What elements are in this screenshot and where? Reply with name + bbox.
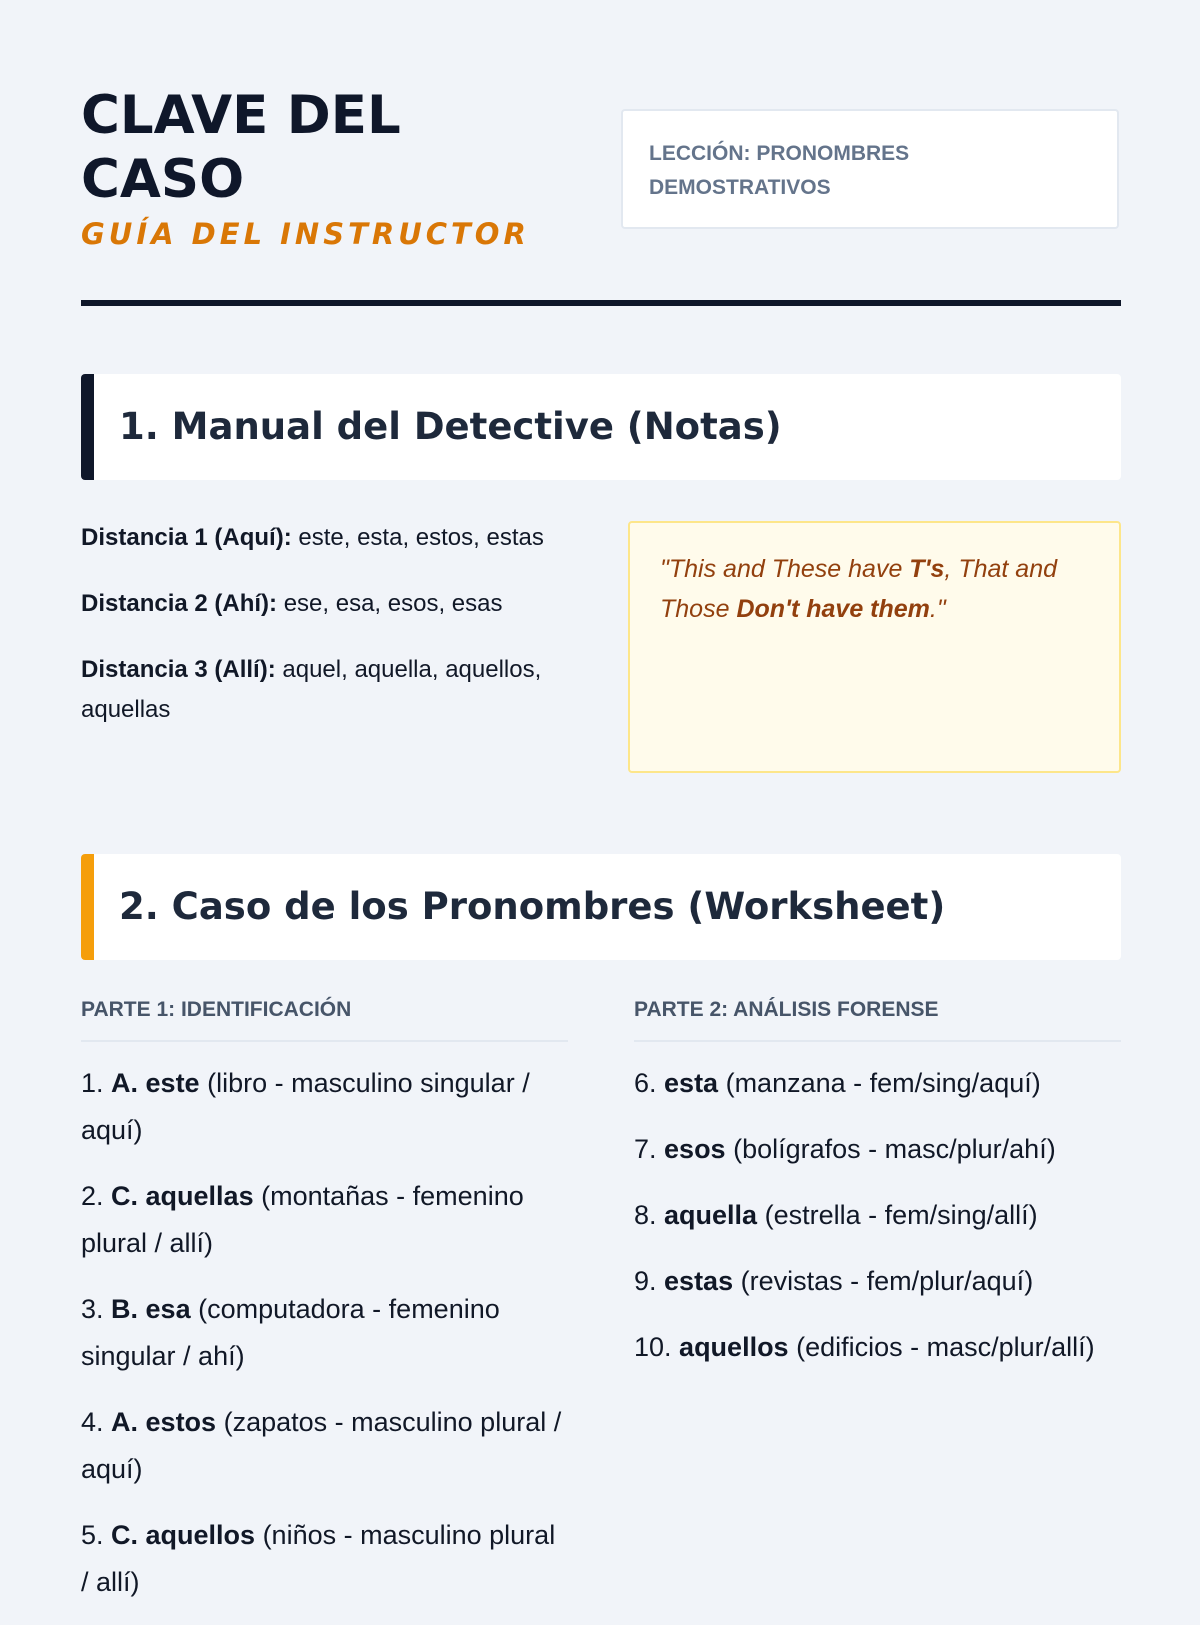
note-label: Distancia 2 (Ahí): xyxy=(81,590,278,617)
answer-number: 3. xyxy=(81,1294,112,1324)
answer-key: C. aquellos xyxy=(111,1520,256,1550)
page-header xyxy=(81,84,1121,304)
section-worksheet-header xyxy=(81,854,1121,960)
part-2-title: PARTE 2: ANÁLISIS FORENSE xyxy=(634,998,1121,1042)
answer-key: aquellos xyxy=(679,1332,789,1362)
part-1-answers xyxy=(81,1060,568,1606)
page-subtitle: GUÍA DEL INSTRUCTOR xyxy=(81,217,530,251)
note-distance-2 xyxy=(81,584,581,624)
note-distance-1 xyxy=(81,518,581,558)
answer-number: 9. xyxy=(634,1266,665,1296)
answer-key: esta xyxy=(664,1068,719,1098)
mnemonic-callout xyxy=(628,521,1121,773)
answer-key: A. este xyxy=(111,1068,200,1098)
answer-item xyxy=(81,1286,568,1380)
part-1-column xyxy=(81,998,568,1625)
answer-number: 4. xyxy=(81,1407,112,1437)
mnemonic-part: , That and Those xyxy=(660,555,1057,623)
answer-key: esos xyxy=(664,1134,726,1164)
mnemonic-emphasis: T's xyxy=(909,555,945,583)
answer-detail: (edificios - masc/plur/allí) xyxy=(788,1332,1095,1362)
answer-key: aquella xyxy=(664,1200,758,1230)
answer-number: 1. xyxy=(81,1068,112,1098)
mnemonic-text xyxy=(660,549,1080,629)
answer-detail: (estrella - fem/sing/allí) xyxy=(757,1200,1038,1230)
answer-detail: (montañas - femenino plural / allí) xyxy=(81,1181,524,1258)
answer-item xyxy=(634,1324,1121,1371)
answer-item xyxy=(81,1399,568,1493)
lesson-badge xyxy=(621,109,1119,229)
answer-detail: (revistas - fem/plur/aquí) xyxy=(733,1266,1034,1296)
answer-item xyxy=(81,1512,568,1606)
answer-item xyxy=(634,1258,1121,1305)
part-2-answers xyxy=(634,1060,1121,1371)
section-accent-bar xyxy=(81,854,94,960)
answer-key: B. esa xyxy=(111,1294,191,1324)
note-distance-3 xyxy=(81,650,581,730)
part-1-title: PARTE 1: IDENTIFICACIÓN xyxy=(81,998,568,1042)
answer-key: estas xyxy=(664,1266,734,1296)
section-title: 1. Manual del Detective (Notas) xyxy=(119,405,782,448)
section-accent-bar xyxy=(81,374,94,480)
answer-detail: (computadora - femenino singular / ahí) xyxy=(81,1294,500,1371)
answer-item xyxy=(634,1060,1121,1107)
mnemonic-part: "This and These have xyxy=(660,555,910,583)
answer-detail: (manzana - fem/sing/aquí) xyxy=(718,1068,1041,1098)
answer-detail: (niños - masculino plural / allí) xyxy=(81,1520,556,1597)
answer-detail: (bolígrafos - masc/plur/ahí) xyxy=(725,1134,1056,1164)
note-value: ese, esa, esos, esas xyxy=(283,590,503,617)
note-value: este, esta, estos, estas xyxy=(298,524,544,551)
answer-item xyxy=(634,1126,1121,1173)
answer-number: 6. xyxy=(634,1068,665,1098)
note-label: Distancia 3 (Allí): xyxy=(81,656,276,683)
answer-detail: (zapatos - masculino plural / aquí) xyxy=(81,1407,562,1484)
answer-detail: (libro - masculino singular / aquí) xyxy=(81,1068,530,1145)
answer-number: 8. xyxy=(634,1200,665,1230)
answer-item xyxy=(634,1192,1121,1239)
answer-item xyxy=(81,1173,568,1267)
distance-notes xyxy=(81,518,581,756)
answer-number: 7. xyxy=(634,1134,665,1164)
answer-key: C. aquellas xyxy=(111,1181,254,1211)
section-title: 2. Caso de los Pronombres (Worksheet) xyxy=(119,885,946,928)
page-title: CLAVE DEL CASO xyxy=(81,85,401,210)
note-label: Distancia 1 (Aquí): xyxy=(81,524,292,551)
answer-number: 10. xyxy=(634,1332,680,1362)
answer-key: A. estos xyxy=(111,1407,217,1437)
mnemonic-emphasis: Don't have them xyxy=(736,595,930,623)
section-notes-header xyxy=(81,374,1121,480)
answer-number: 2. xyxy=(81,1181,112,1211)
answer-number: 5. xyxy=(81,1520,112,1550)
answer-item xyxy=(81,1060,568,1154)
header-divider xyxy=(81,300,1121,306)
lesson-label: LECCIÓN: PRONOMBRES DEMOSTRATIVOS xyxy=(649,142,910,199)
mnemonic-part: ." xyxy=(929,595,946,623)
part-2-column xyxy=(634,998,1121,1390)
note-value: aquel, aquella, aquellos, aquellas xyxy=(81,656,542,723)
